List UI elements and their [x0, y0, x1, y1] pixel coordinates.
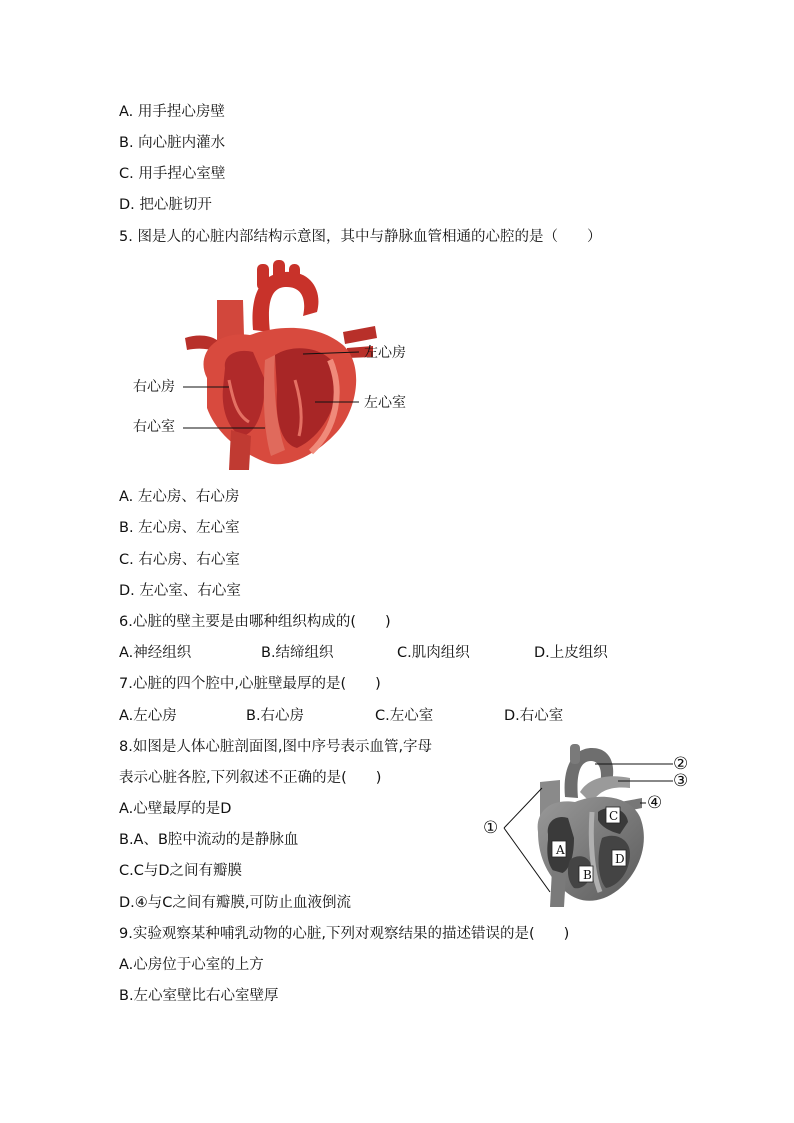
q8-option-b: B.A、B腔中流动的是静脉血: [119, 832, 299, 848]
q8-chamber-d-label: D: [615, 852, 625, 866]
q8-option-a: A.心壁最厚的是D: [119, 801, 232, 817]
q4-option-a: A. 用手捏心房壁: [119, 104, 225, 120]
q5-label-right-atrium: 右心房: [133, 379, 175, 395]
q7-option-a: A.左心房: [119, 708, 177, 724]
q4-option-d: D. 把心脏切开: [119, 197, 212, 213]
q5-stem: 5. 图是人的心脏内部结构示意图，其中与静脉血管相通的心腔的是（ ）: [119, 229, 602, 245]
q8-vessel-4-marker: ④: [647, 793, 663, 813]
q8-chamber-c-label: C: [609, 809, 619, 823]
q5-leader-lines: [125, 260, 425, 470]
q5-label-left-atrium: 左心房: [364, 345, 406, 361]
q7-option-d: D.右心室: [504, 708, 564, 724]
q4-option-b: B. 向心脏内灌水: [119, 135, 226, 151]
q8-option-c: C.C与D之间有瓣膜: [119, 863, 243, 879]
q5-option-d: D. 左心室、右心室: [119, 583, 241, 599]
q6-option-c: C.肌肉组织: [397, 645, 470, 661]
q6-option-b: B.结缔组织: [261, 645, 334, 661]
q7-stem: 7.心脏的四个腔中,心脏壁最厚的是( ): [119, 676, 381, 692]
q7-option-b: B.右心房: [246, 708, 305, 724]
q6-stem: 6.心脏的壁主要是由哪种组织构成的( ): [119, 614, 391, 630]
q8-chamber-a-label: A: [556, 843, 565, 857]
q9-option-a: A.心房位于心室的上方: [119, 957, 264, 973]
q8-heart-illustration: [480, 742, 680, 907]
q8-chamber-b-label: B: [583, 868, 592, 882]
q8-vessel-1-marker: ①: [483, 818, 499, 838]
q9-option-b: B.左心室壁比右心室壁厚: [119, 988, 279, 1004]
q5-option-b: B. 左心房、左心室: [119, 520, 240, 536]
q8-stem-line2: 表示心脏各腔,下列叙述不正确的是( ): [119, 770, 382, 786]
q5-heart-figure: [125, 260, 425, 470]
q5-option-a: A. 左心房、右心房: [119, 489, 240, 505]
q6-option-a: A.神经组织: [119, 645, 192, 661]
q8-option-d: D.④与C之间有瓣膜,可防止血液倒流: [119, 895, 352, 911]
q6-option-d: D.上皮组织: [534, 645, 608, 661]
q8-vessel-3-marker: ③: [673, 771, 689, 791]
q8-stem-line1: 8.如图是人体心脏剖面图,图中序号表示血管,字母: [119, 739, 433, 755]
q5-label-left-ventricle: 左心室: [364, 395, 406, 411]
q8-vessel-2-marker: ②: [673, 754, 689, 774]
q5-label-right-ventricle: 右心室: [133, 419, 175, 435]
q5-option-c: C. 右心房、右心室: [119, 552, 240, 568]
q4-option-c: C. 用手捏心室壁: [119, 166, 226, 182]
q8-heart-section-figure: [480, 742, 689, 907]
q9-stem: 9.实验观察某种哺乳动物的心脏,下列对观察结果的描述错误的是( ): [119, 926, 570, 942]
q7-option-c: C.左心室: [375, 708, 434, 724]
